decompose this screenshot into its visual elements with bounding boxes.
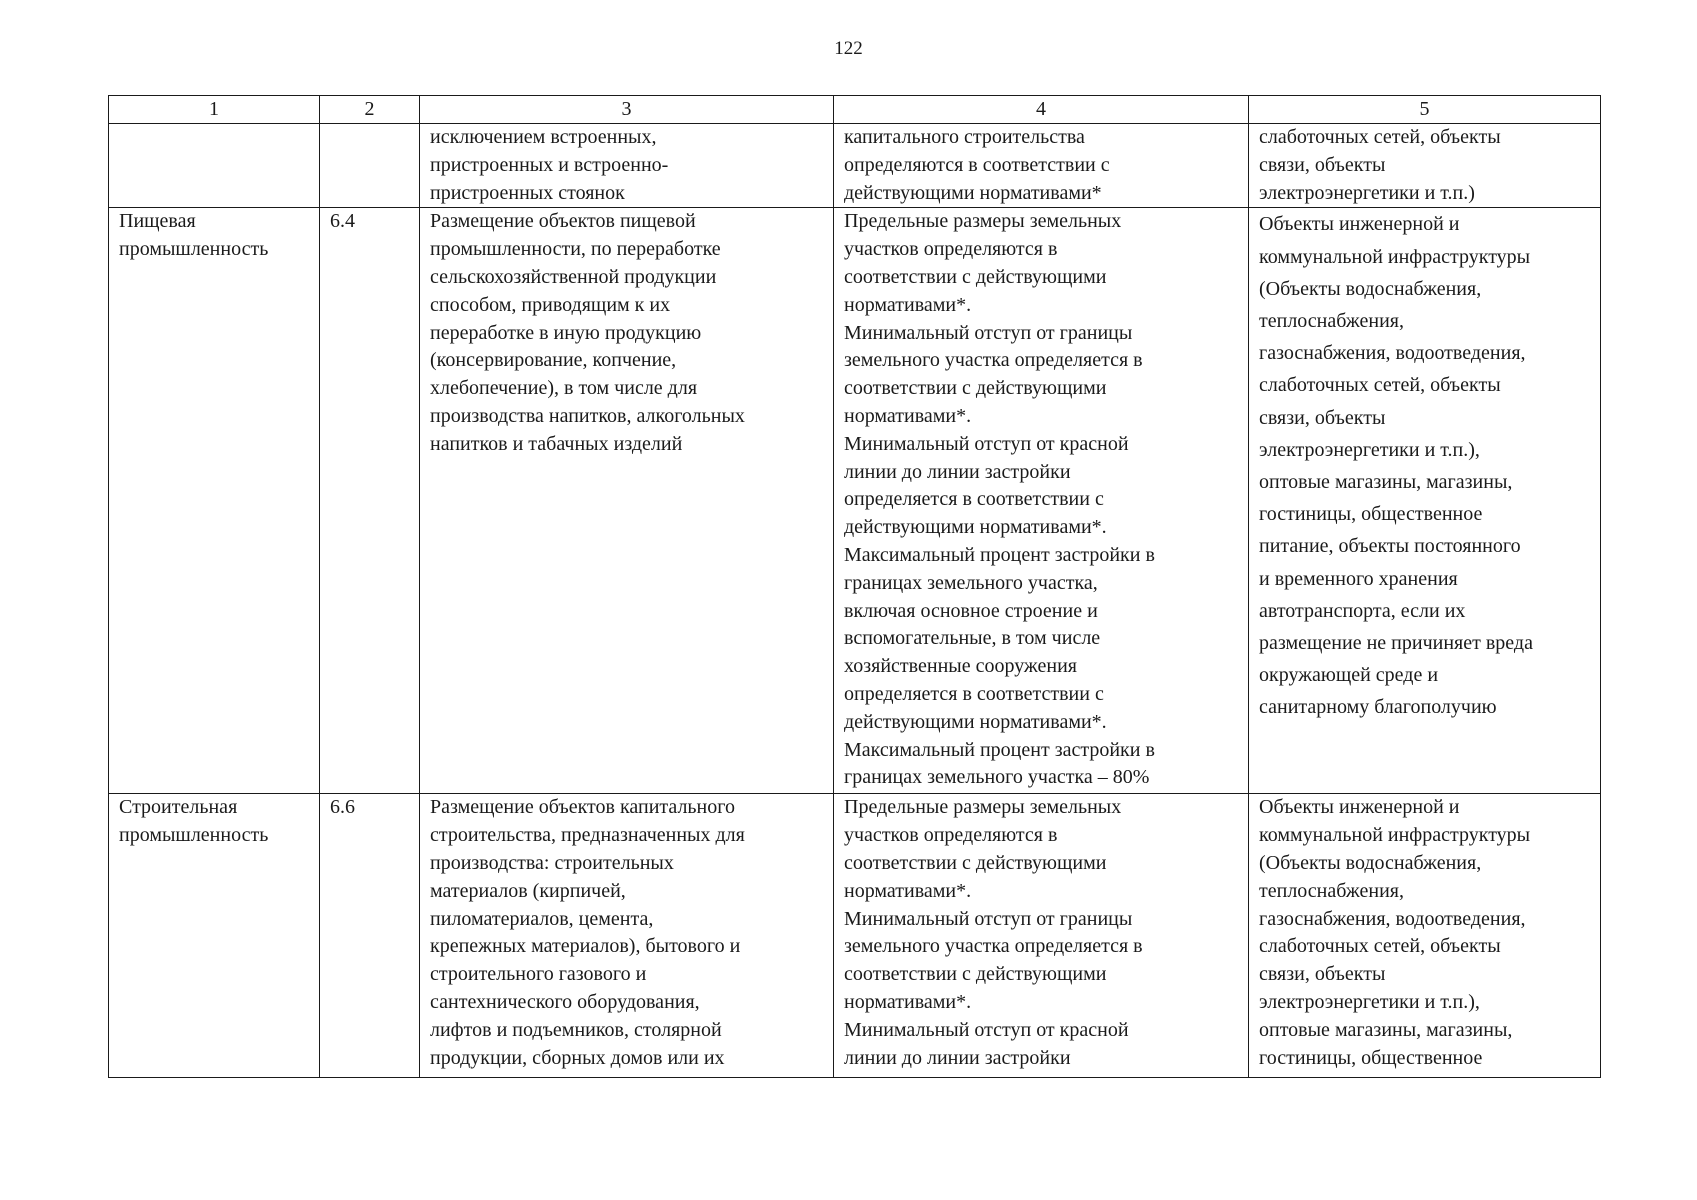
table-row [109, 208, 1601, 794]
auxiliary-uses-cell [1249, 794, 1601, 1078]
use-name-cell [109, 124, 320, 208]
auxiliary-uses-cell [1249, 124, 1601, 208]
page-number: 122 [834, 38, 863, 59]
use-description: Размещение объектов пищевой промышленности, по переработке сельскохозяйственной продукции способом, приводящим к их переработке в иную продукцию (консервирование, копчение, хлебопечение), в том числе для производства напитков, алкогольных напитков и табачных изделий [430, 210, 745, 455]
use-code: 6.6 [330, 796, 355, 819]
table-header-row [109, 96, 1601, 124]
column-header-4: 4 [834, 96, 1249, 124]
use-parameters: Предельные размеры земельных участков определяются в соответствии с действующими нормативами*. Минимальный отступ от границы земельного участка определяется в соответствии с действующими нормативами*. Минимальный отступ от красной линии до линии застройки [844, 796, 1143, 1069]
use-parameters: Предельные размеры земельных участков определяются в соответствии с действующими нормативами*. Минимальный отступ от границы земельного участка определяется в соответствии с действующими нормативами*. Минимальный отступ от красной линии до линии застройки определяется в соответствии с действующими нормативами*. Максимальный процент застройки в границах земельного участка, включая основное строение и вспомогательные, в том числе хозяйственные сооружения определяется в соответствии с действующими нормативами*. Максимальный процент застройки в границах земельного участка – 80% [844, 210, 1155, 789]
table-row [109, 794, 1601, 1078]
table-row [109, 124, 1601, 208]
use-code-cell [320, 208, 420, 794]
use-name-cell [109, 208, 320, 794]
use-description-cell [420, 124, 834, 208]
auxiliary-uses: Объекты инженерной и коммунальной инфраструктуры (Объекты водоснабжения, теплоснабжения, газоснабжения, водоотведения, слаботочных сетей, объекты связи, объекты электроэнергетики и т.п.), оптовые магазины, магазины, гостиницы, общественное [1259, 796, 1531, 1069]
use-description: Размещение объектов капитального строительства, предназначенных для производства: строительных материалов (кирпичей, пиломатериалов, цемента, крепежных материалов), бытового и строительного газового и сантехнического оборудования, лифтов и подъемников, столярной продукции, сборных домов или их [430, 796, 745, 1069]
use-parameters-cell [834, 794, 1249, 1078]
use-description-cell [420, 208, 834, 794]
auxiliary-uses-cell [1249, 208, 1601, 794]
auxiliary-uses: Объекты инженерной и коммунальной инфраструктуры (Объекты водоснабжения, теплоснабжения, газоснабжения, водоотведения, слаботочных сетей, объекты связи, объекты электроэнергетики и т.п.), оптовые магазины, магазины, гостиницы, общественное питание, объекты постоянного и временного хранения автотранспорта, если их размещение не причиняет вреда окружающей среде и санитарному благополучию [1259, 213, 1533, 719]
use-description: исключением встроенных, пристроенных и встроенно- пристроенных стоянок [430, 126, 669, 204]
land-use-table [108, 95, 1601, 1078]
use-name-cell [109, 794, 320, 1078]
use-code-cell [320, 124, 420, 208]
column-header-3: 3 [420, 96, 834, 124]
column-header-5: 5 [1249, 96, 1601, 124]
use-code-cell [320, 794, 420, 1078]
auxiliary-uses: слаботочных сетей, объекты связи, объекты электроэнергетики и т.п.) [1259, 126, 1501, 204]
use-parameters-cell [834, 124, 1249, 208]
use-name: Пищевая промышленность [119, 210, 269, 261]
use-code: 6.4 [330, 210, 355, 233]
column-header-1: 1 [109, 96, 320, 124]
column-header-2: 2 [320, 96, 420, 124]
use-parameters-cell [834, 208, 1249, 794]
use-name: Строительная промышленность [119, 796, 269, 847]
use-parameters: капитального строительства определяются в соответствии с действующими нормативами* [844, 126, 1110, 204]
use-description-cell [420, 794, 834, 1078]
